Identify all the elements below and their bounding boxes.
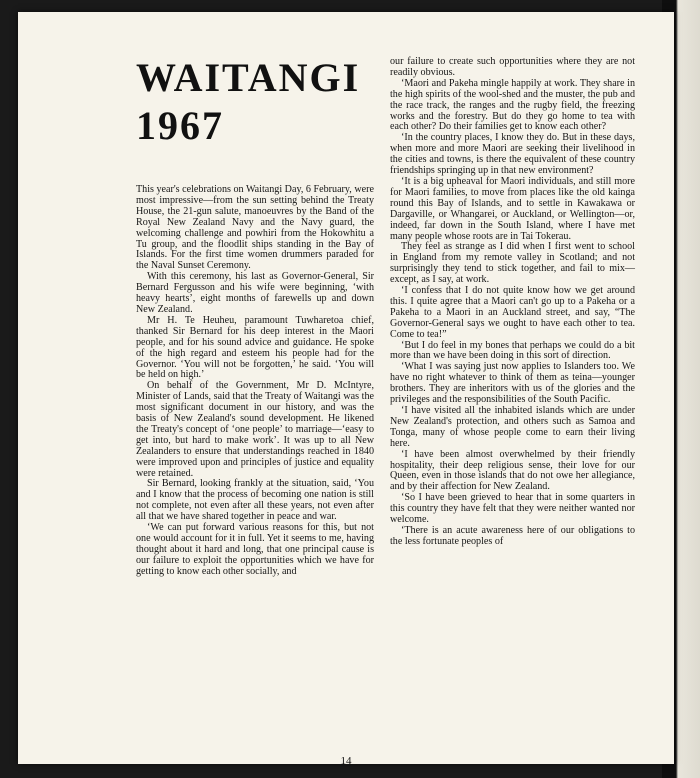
- paragraph: ‘So I have been grieved to hear that in some quarters in this country they have felt that they were neither wanted nor welcome.: [390, 492, 635, 526]
- paragraph: ‘We can put forward various reasons for this, but not one would account for it in full. Yet it seems to me, having thought about it hard and long, that one principal cause is our failure to exploit the opportunities which we have for getting to know each other socially, and: [136, 522, 374, 577]
- paragraph: ‘There is an acute awareness here of our obligations to the less fortunate peoples of: [390, 524, 635, 547]
- paragraph: our failure to create such opportunities where they are not readily obvious.: [390, 56, 635, 78]
- paragraph: Sir Bernard, looking frankly at the situation, said, ‘You and I know that the process of becoming one nation is still not complete, not even after all these years, not even after all that we have shared together in peace and war.: [136, 478, 374, 523]
- paragraph: With this ceremony, his last as Governor-General, Sir Bernard Fergusson and his wife were beginning, ‘with heavy hearts’, eight months of farewells up and down New Zealand.: [136, 271, 374, 315]
- paragraph: ‘Maori and Pakeha mingle happily at work. They share in the high spirits of the wool-shed and the muster, the pub and the race track, the ranges and the rugby field, the freezing works and the forestry. But do they go home to tea with each other? Do their families get to know each other?: [390, 77, 635, 133]
- paragraph: On behalf of the Government, Mr D. McIntyre, Minister of Lands, said that the Treaty of Waitangi was the most significant document in our history, and was the basis of New Zealand's sound development. He likened the Treaty's concept of ‘one people’ to marriage—‘easy to get into, but hard to make work’. It was up to all New Zealanders to ensure that understandings reached in 1840 were improved upon and principles of justice and equality were retained.: [136, 380, 374, 479]
- left-column: [136, 185, 374, 578]
- article-title: WAITANGI: [136, 55, 361, 100]
- paragraph: ‘I have visited all the inhabited islands which are under New Zealand's protection, and others such as Samoa and Tonga, many of whose people come to earn their living here.: [390, 405, 635, 449]
- paragraph: ‘I have been almost overwhelmed by their friendly hospitality, their deep religious sense, their love for our Queen, even in those islands that do not owe her allegiance, and by their affection for New Zealand.: [390, 448, 635, 493]
- paragraph: Mr H. Te Heuheu, paramount Tuwharetoa chief, thanked Sir Bernard for his deep interest in the Maori people, and for his sound advice and guidance. He spoke of the high regard and esteem his people had for the Governor. ‘You will not be forgotten,’ he said. ‘You will be held on high.’: [136, 314, 374, 381]
- right-column: [390, 57, 635, 548]
- paragraph: ‘But I do feel in my bones that perhaps we could do a bit more than we have been doing in this sort of direction.: [390, 339, 635, 362]
- page-number: 14: [340, 755, 352, 767]
- paragraph: This year's celebrations on Waitangi Day, 6 February, were most impressive—from the sun setting behind the Treaty House, the 21-gun salute, manoeuvres by the Band of the Royal New Zealand Navy and the Navy guard, the welcoming challenge and powhiri from the Hokowhitu a Tu group, and the floodlit ships standing in the Bay of Islands. For the first time women drummers paraded for the Naval Sunset Ceremony.: [136, 184, 374, 272]
- paragraph: ‘I confess that I do not quite know how we get around this. I quite agree that a Maori can't go up to a Pakeha or a Pakeha to a Maori in an Auckland street, and say, “The Governor-General says we ought to have each other to tea. Come to tea!”: [390, 285, 635, 340]
- paragraph: ‘What I was saying just now applies to Islanders too. We have no right whatever to think of them as teina—younger brothers. They are inheritors with us of the glories and the privileges and the responsibilities of the South Pacific.: [390, 361, 635, 406]
- document-page: [18, 12, 674, 767]
- paragraph: ‘It is a big upheaval for Maori individuals, and still more for Maori families, to move from places like the old kainga round this Bay of Islands, and to settle in Kawakawa or Dargaville, or Whangarei, or Auckland, or Wellington—or, indeed, far down in the South Island, where I have met many people whose roots are in Tai Tokerau.: [390, 175, 635, 242]
- paragraph: ‘In the country places, I know they do. But in these days, when more and more Maori are seeking their livelihood in the cities and towns, is there the equivalent of these country friendships springing up in that new environment?: [390, 132, 635, 177]
- article-year: 1967: [136, 103, 224, 148]
- paragraph: They feel as strange as I did when I first went to school in England from my remote valley in Scotland; and not surprisingly they tend to stick together, and fail to mix—except, as I say, at work.: [390, 241, 635, 286]
